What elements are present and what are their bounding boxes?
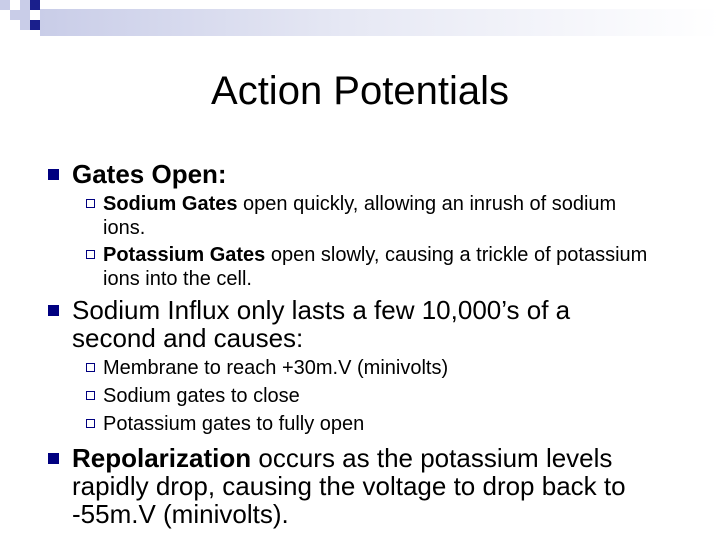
sub-bullet-bold: Sodium Gates [103,193,238,215]
bullet-text: occurs as the potassium levels rapidly drop, causing the voltage to drop back to -55m.V (minivolts). [72,443,626,529]
sub-bullet-bold: Potassium Gates [103,244,266,266]
slide-title: Action Potentials [211,69,509,113]
header-band [40,9,720,36]
sub-bullet-text: open quickly, allowing an inrush of sodium ions. [103,193,617,239]
bullet-sodium-influx: Sodium Influx only lasts a few 10,000’s of a second and causes: [48,296,648,352]
bullet-bold: Repolarization [72,443,252,473]
sub-bullet-membrane: Membrane to reach +30m.V (minivolts) [84,356,664,380]
sub-bullet-sodium-close: Sodium gates to close [84,384,664,408]
hollow-square-bullet-icon [86,391,95,400]
hollow-square-bullet-icon [86,199,95,208]
sub-bullet-text: open slowly, causing a trickle of potassium ions into the cell. [103,244,648,290]
hollow-square-bullet-icon [86,250,95,259]
square-bullet-icon [48,169,59,180]
square-bullet-icon [48,305,59,316]
sub-bullet-sodium-gates [84,192,664,240]
square-bullet-icon [48,453,59,464]
bullet-heading: Gates Open: [72,159,227,189]
bullet-gates-open [48,160,648,188]
hollow-square-bullet-icon [86,419,95,428]
bullet-repolarization [48,444,648,528]
sub-bullet-potassium-open: Potassium gates to fully open [84,412,664,436]
hollow-square-bullet-icon [86,363,95,372]
sub-bullet-potassium-gates [84,243,664,291]
